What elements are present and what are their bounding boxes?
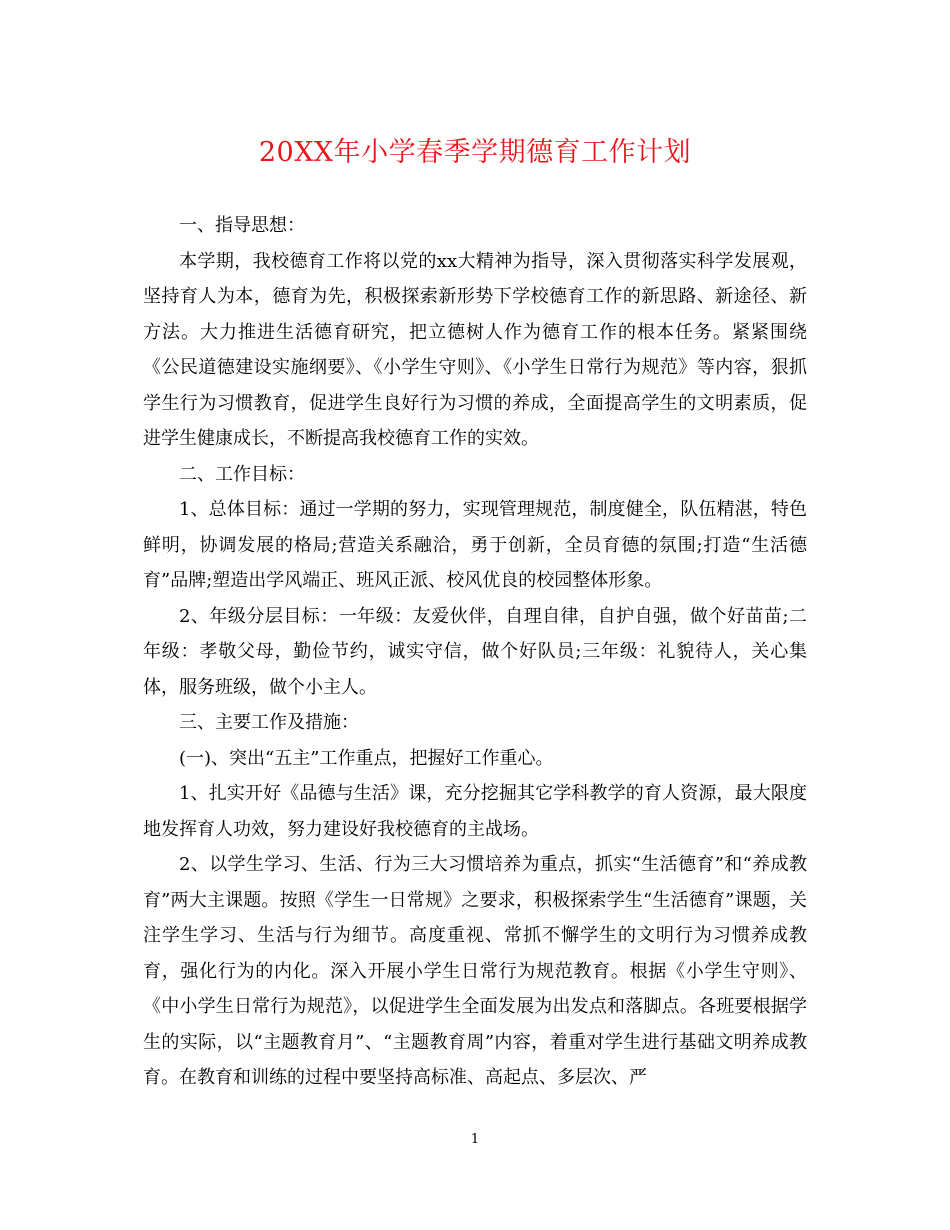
paragraph-overall-goal: 1、总体目标：通过一学期的努力，实现管理规范，制度健全，队伍精湛，特色鲜明，协调发展的格局;营造关系融洽，勇于创新，全员育德的氛围;打造“生活德育”品牌;塑造出学风端正、班风正派、校风优良的校园整体形象。	[143, 499, 807, 591]
paragraph-guiding-ideology: 本学期，我校德育工作将以党的xx大精神为指导，深入贯彻落实科学发展观，坚持育人为本，德育为先，积极探索新形势下学校德育工作的新思路、新途径、新方法。大力推进生活德育研究，把立德树人作为德育工作的根本任务。紧紧围绕《公民道德建设实施纲要》、《小学生守则》、《小学生日常行为规范》等内容，狠抓学生行为习惯教育，促进学生良好行为习惯的养成，全面提高学生的文明素质，促进学生健康成长，不断提高我校德育工作的实效。	[143, 250, 807, 449]
document-title: 20XX年小学春季学期德育工作计划	[258, 137, 692, 168]
section-heading-main-work: 三、主要工作及措施：	[179, 712, 359, 733]
page-number: 1	[470, 1132, 480, 1147]
document-body	[143, 208, 807, 1096]
paragraph-moral-course: 1、扎实开好《品德与生活》课，充分挖掘其它学科教学的育人资源，最大限度地发挥育人功效，努力建设好我校德育的主战场。	[143, 783, 807, 840]
section-heading-guiding-ideology: 一、指导思想：	[179, 215, 305, 236]
paragraph-grade-goals: 2、年级分层目标：一年级：友爱伙伴，自理自律，自护自强，做个好苗苗;二年级：孝敬父母，勤俭节约，诚实守信，做个好队员;三年级：礼貌待人，关心集体，服务班级，做个小主人。	[143, 605, 807, 698]
subsection-heading-five-mains: (一)、突出“五主”工作重点，把握好工作重心。	[179, 747, 554, 769]
section-heading-work-goals: 二、工作目标：	[179, 463, 305, 485]
paragraph-habit-cultivation: 2、以学生学习、生活、行为三大习惯培养为重点，抓实“生活德育”和“养成教育”两大主课题。按照《学生一日常规》之要求，积极探索学生“生活德育”课题，关注学生学习、生活与行为细节。高度重视、常抓不懈学生的文明行为习惯养成教育，强化行为的内化。深入开展小学生日常行为规范教育。根据《小学生守则》、《中小学生日常行为规范》，以促进学生全面发展为出发点和落脚点。各班要根据学生的实际，以“主题教育月”、“主题教育周”内容，着重对学生进行基础文明养成教育。在教育和训练的过程中要坚持高标准、高起点、多层次、严	[143, 854, 807, 1088]
